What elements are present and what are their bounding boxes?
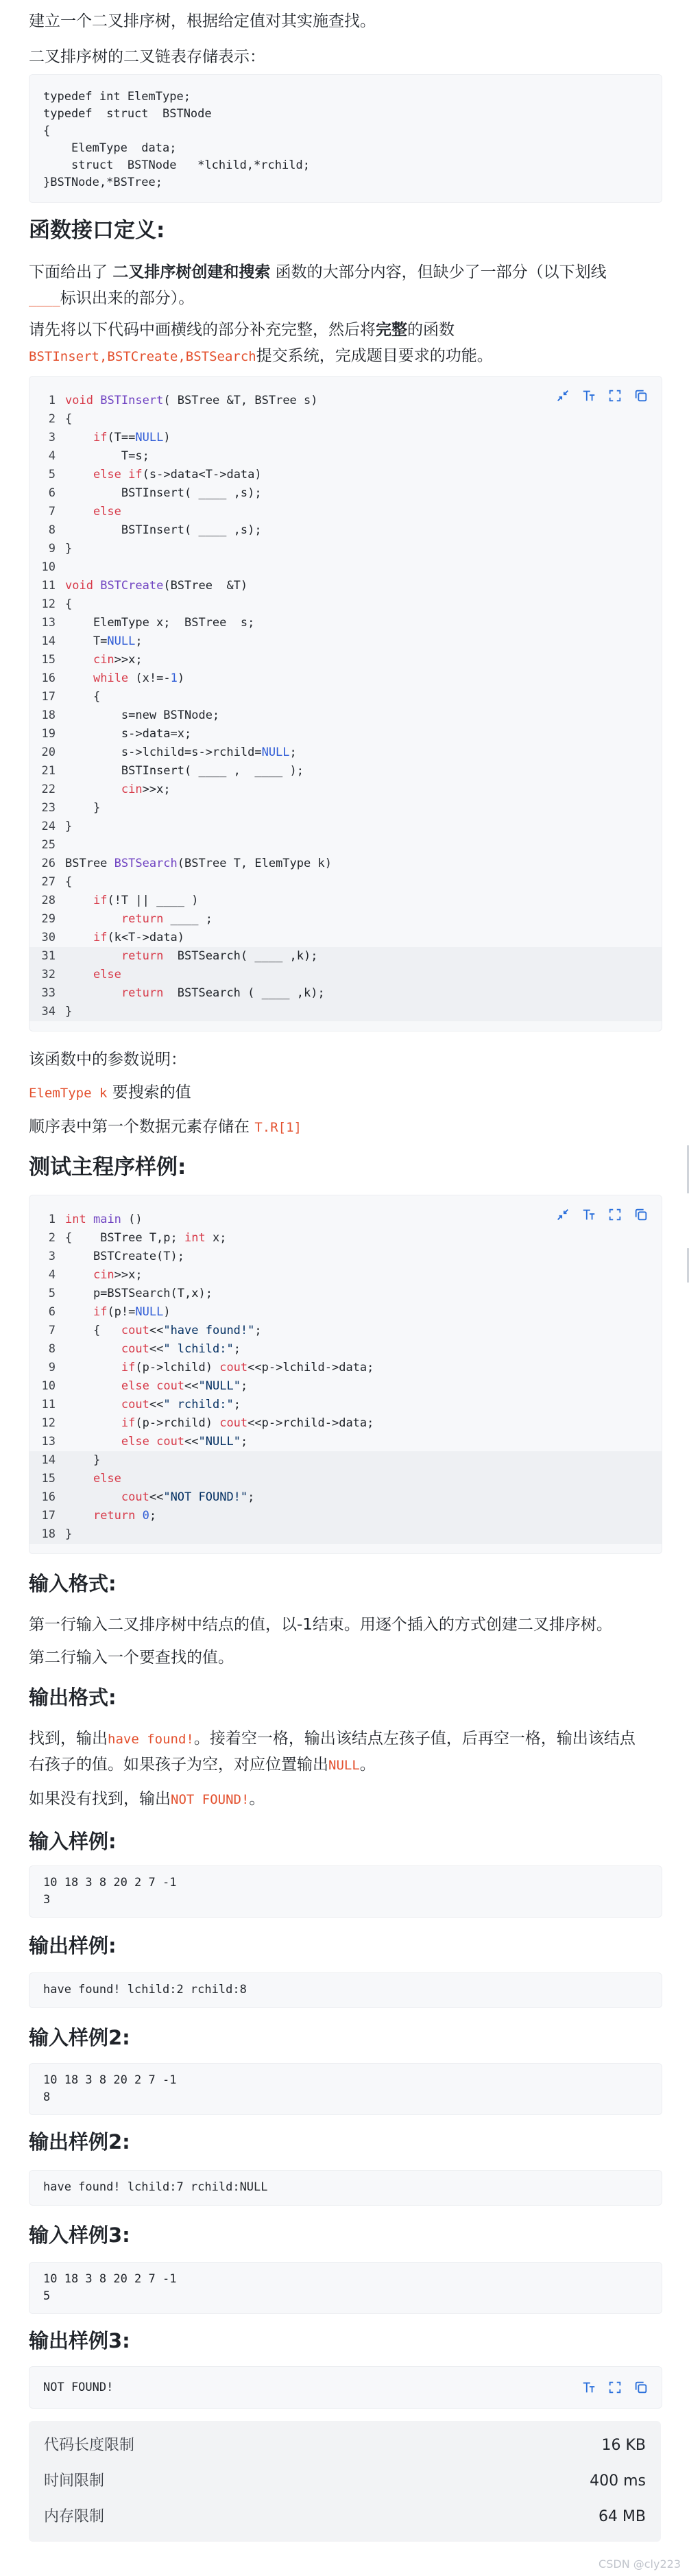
code-line: 6 BSTInsert( ____ ,s); [48,486,262,500]
code-line: 17 return 0; [29,1507,662,1525]
sample-output-1 [29,1972,662,2008]
code-line: 34 } [29,1003,662,1021]
code-line: 7 { cout<<"have found!"; [48,1324,262,1337]
sample-line: NOT FOUND! [43,2381,114,2394]
code-toolbar [581,2379,649,2396]
sample-output-3-heading: 输出样例3: [29,2329,130,2352]
sample-line: have found! lchild:2 rchild:8 [43,1983,247,1996]
code-line: 8 cout<<" lchild:"; [48,1342,241,1356]
output-format-line-1: 找到，输出have found!。接着空一格，输出该结点左孩子值，后再空一格，输出该结点 [29,1730,636,1748]
code-line: 16 while (x!=-1) [41,671,185,685]
code-line: 1 void BSTInsert( BSTree &T, BSTree s) [48,394,318,407]
code-line: 3 if(T==NULL) [48,431,171,444]
code-line: 32 else [29,966,662,984]
interface-desc-4: BSTInsert,BSTCreate,BSTSearch提交系统，完成题目要求的功能。 [29,347,493,365]
code-line: 12 { [41,597,73,611]
limit-row-code-length: 代码长度限制 16 KB [44,2437,646,2454]
watermark: CSDN @cly223 [599,2557,681,2571]
code-line: 33 return BSTSearch ( ____ ,k); [29,984,662,1003]
code-line: 11 void BSTCreate(BSTree &T) [41,579,248,593]
code-line: 16 cout<<"NOT FOUND!"; [29,1488,662,1507]
limit-row-memory: 内存限制 64 MB [44,2508,646,2525]
code-line: 30 if(k<T->data) [41,931,185,944]
sample-line: 10 18 3 8 20 2 7 -1 [43,2272,177,2286]
sample-input-2 [29,2063,662,2115]
code-line: 3 BSTCreate(T); [48,1250,184,1263]
code-line: typedef int ElemType; [43,90,191,104]
sample-output-2-heading: 输出样例2: [29,2130,130,2154]
sample-line: have found! lchild:7 rchild:NULL [43,2180,268,2194]
sample-output-1-heading: 输出样例: [29,1934,117,1957]
code-line: 10 [41,560,56,574]
code-line: 13 else cout<<"NULL"; [41,1435,248,1448]
output-format-line-2: 右孩子的值。如果孩子为空，对应位置输出NULL。 [29,1756,376,1774]
code-line: 22 cin>>x; [41,783,171,796]
sample-input-3-heading: 输入样例3: [29,2223,130,2247]
code-line: 18 s=new BSTNode; [41,708,220,722]
typedef-code-block [29,74,662,203]
limit-row-time: 时间限制 400 ms [44,2472,646,2490]
code-line: 14 } [29,1451,662,1470]
code-line: 6 if(p!=NULL) [48,1305,171,1319]
code-line: 31 return BSTSearch( ____ ,k); [29,947,662,966]
interface-heading: 函数接口定义: [29,218,165,243]
sample-input-1 [29,1865,662,1918]
sample-line: 5 [43,2289,51,2303]
fullscreen-icon[interactable] [607,2379,623,2396]
code-line: 4 T=s; [48,449,149,463]
sample-line: 8 [43,2090,51,2104]
storage-note: 顺序表中第一个数据元素存储在 T.R[1] [29,1118,302,1136]
code-line: { [43,124,51,138]
code-line: 9 if(p->lchild) cout<<p->lchild->data; [48,1361,374,1374]
param-k: ElemType k 要搜索的值 [29,1084,191,1101]
code-line: 13 ElemType x; BSTree s; [41,616,255,630]
code-line: 2 { [48,412,73,426]
interface-desc-3: 请先将以下代码中画横线的部分补充完整，然后将完整的函数 [29,321,455,339]
code-line: struct BSTNode *lchild,*rchild; [43,158,310,172]
copy-icon[interactable] [633,2379,649,2396]
code-line: typedef struct BSTNode [43,107,212,121]
code-line: 12 if(p->rchild) cout<<p->rchild->data; [41,1416,374,1430]
code-line: 8 BSTInsert( ____ ,s); [48,523,262,537]
code-line: 18 } [29,1525,662,1544]
code-line: 20 s->lchild=s->rchild=NULL; [41,746,297,759]
code-line: 9 } [48,542,73,556]
code-line: 19 s->data=x; [41,727,192,741]
output-format-line-3: 如果没有找到，输出NOT FOUND!。 [29,1790,265,1808]
sample-line: 3 [43,1893,51,1907]
intro-line-1: 建立一个二叉排序树，根据给定值对其实施查找。 [29,12,376,30]
code-line: ElemType data; [43,141,177,155]
sample-line: 10 18 3 8 20 2 7 -1 [43,2073,177,2087]
code-line: 26 BSTree BSTSearch(BSTree T, ElemType k) [41,857,332,870]
interface-desc-2: ____标识出来的部分）。 [29,289,195,307]
sample-input-2-heading: 输入样例2: [29,2026,130,2049]
code-line: 5 else if(s->data<T->data) [48,468,262,481]
params-heading: 该函数中的参数说明： [29,1051,186,1069]
code-line: 21 BSTInsert( ____ , ____ ); [41,764,304,778]
test-heading: 测试主程序样例: [29,1155,186,1180]
code-line: 2 { BSTree T,p; int x; [48,1231,227,1245]
code-line: 25 [41,838,56,852]
code-line: 14 T=NULL; [41,634,143,648]
code-line: 29 return ____ ; [41,912,213,926]
code-line: 10 else cout<<"NULL"; [41,1379,248,1393]
code-line: }BSTNode,*BSTree; [43,176,162,189]
code-line: 24 } [41,820,73,833]
code-line: 1 int main () [48,1213,143,1226]
code-line: 7 else [48,505,121,518]
input-format-line-1: 第一行输入二叉排序树中结点的值，以-1结束。用逐个插入的方式创建二叉排序树。 [29,1616,612,1634]
code-line: 5 p=BSTSearch(T,x); [48,1287,213,1300]
code-line: 23 } [41,801,101,815]
main-code-block [29,1195,662,1554]
input-format-line-2: 第二行输入一个要查找的值。 [29,1649,234,1667]
code-line: 15 else [29,1470,662,1488]
sample-line: 10 18 3 8 20 2 7 -1 [43,1876,177,1889]
interface-desc-1: 下面给出了 二叉排序树创建和搜索 函数的大部分内容，但缺少了一部分（以下划线 [29,263,607,281]
intro-line-2: 二叉排序树的二叉链表存储表示： [29,48,265,66]
code-line: 15 cin>>x; [41,653,143,667]
limits-panel [29,2421,661,2542]
output-format-heading: 输出格式: [29,1686,117,1709]
font-size-icon[interactable] [581,2379,597,2396]
code-line: 27 { [41,875,73,889]
code-line: 28 if(!T || ____ ) [41,894,199,907]
function-code-block [29,376,662,1031]
code-line: 4 cin>>x; [48,1268,143,1282]
input-format-heading: 输入格式: [29,1572,117,1595]
sample-output-3 [29,2366,662,2409]
code-line: 11 cout<<" rchild:"; [41,1398,241,1411]
sample-input-1-heading: 输入样例: [29,1830,117,1853]
sample-output-2 [29,2170,662,2206]
code-line: 17 { [41,690,101,704]
sample-input-3 [29,2262,662,2314]
